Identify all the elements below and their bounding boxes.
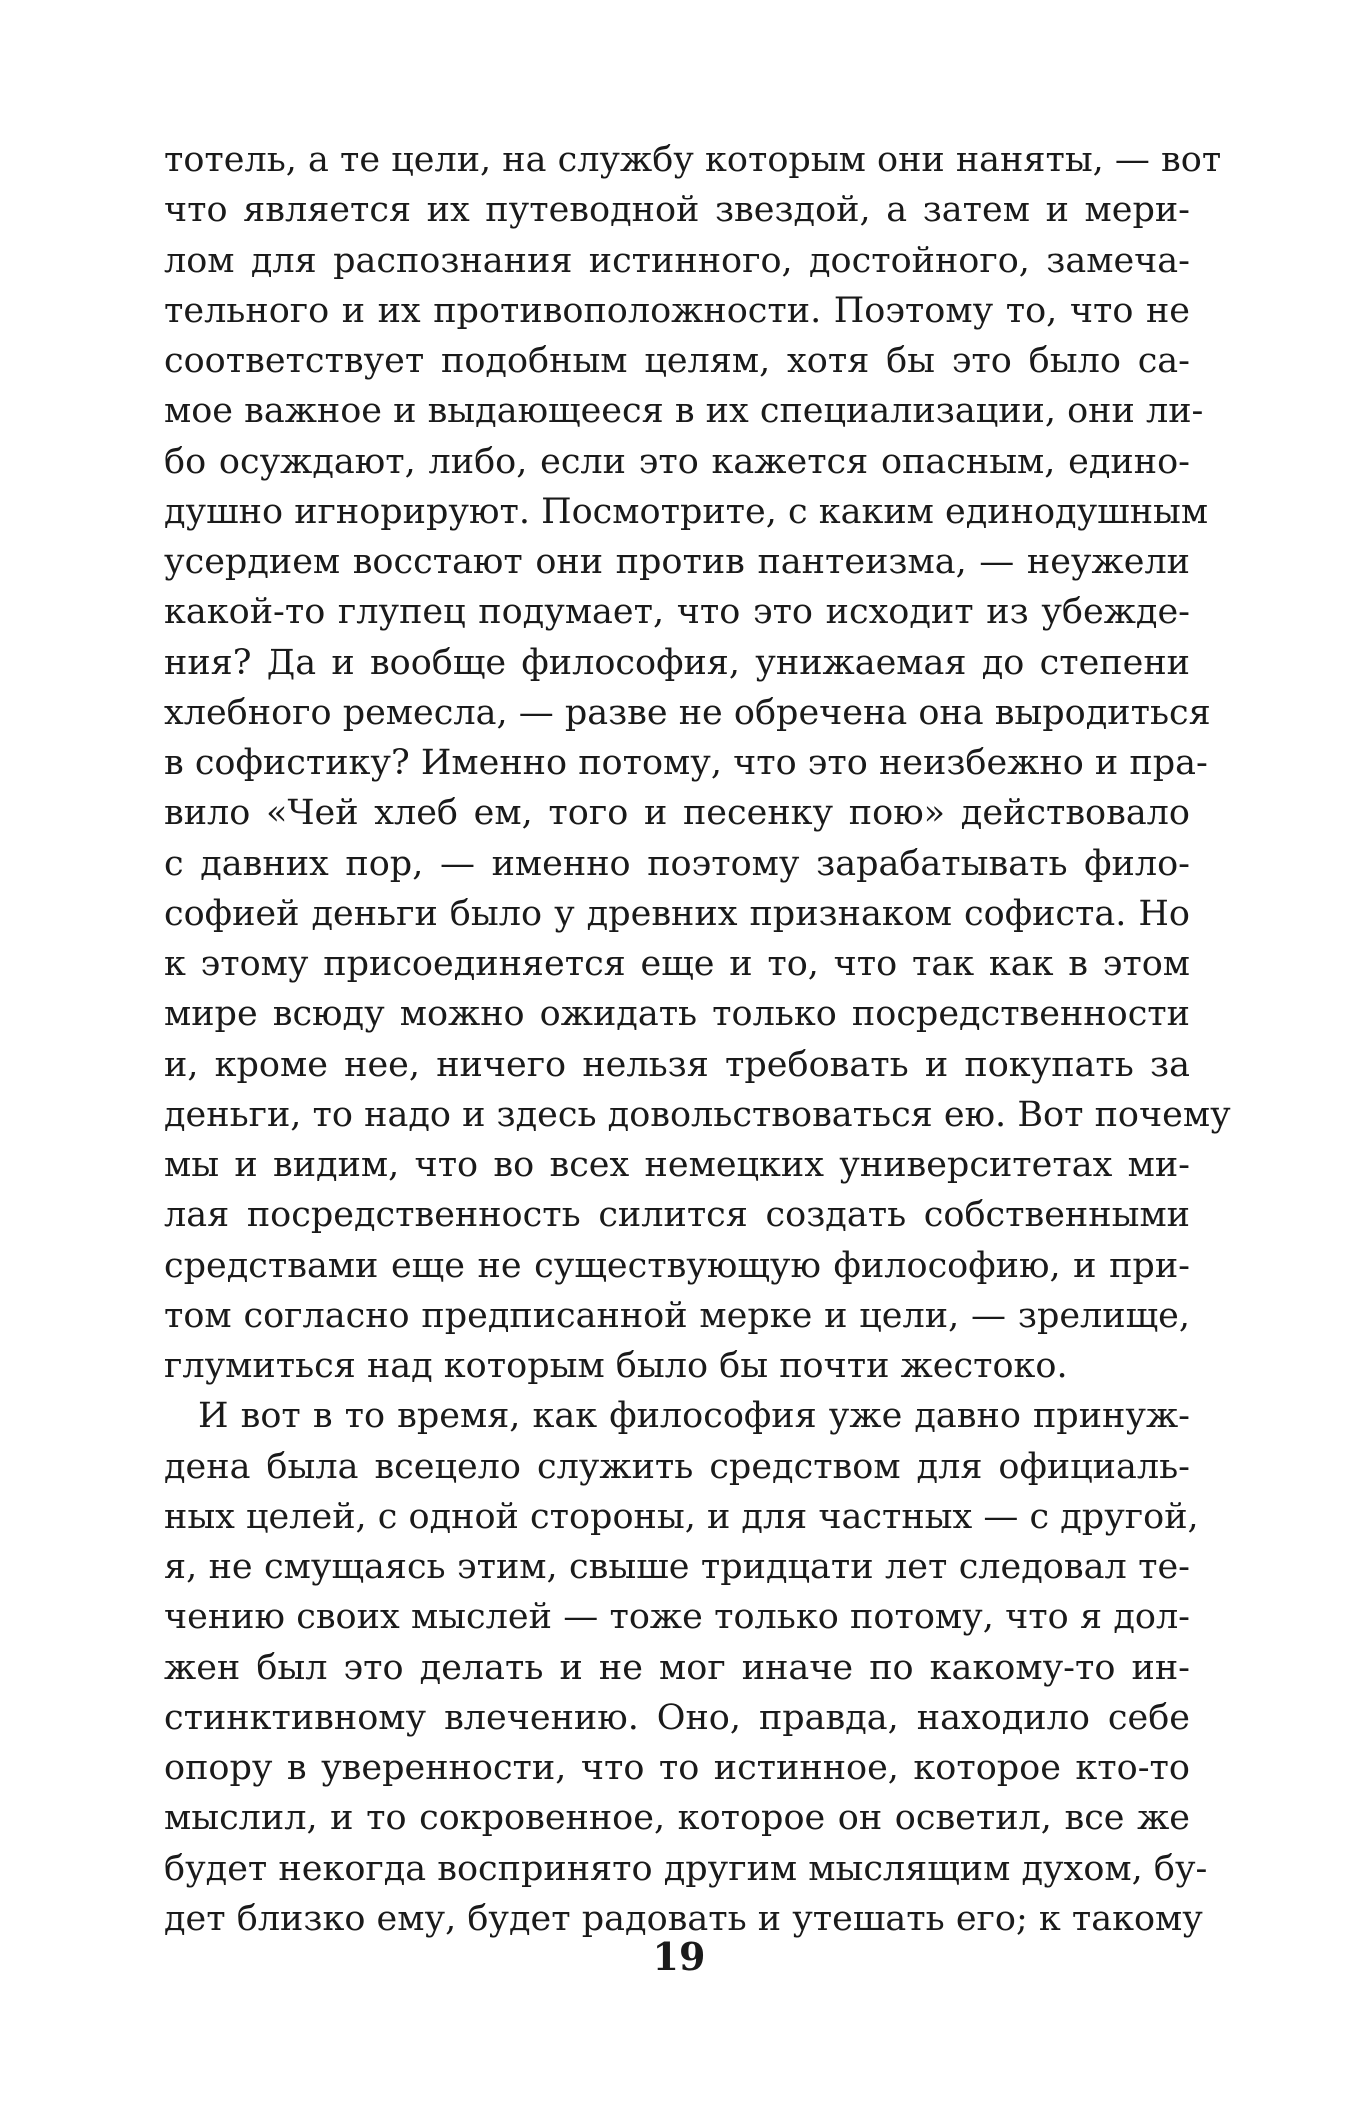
text-line: и, кроме нее, ничего нельзя требовать и покупать за (164, 1044, 1190, 1085)
text-line: к этому присоединяется еще и то, что так как в этом (164, 944, 1190, 984)
text-line: мы и видим, что во всех немецких университетах ми- (164, 1145, 1190, 1185)
text-line: тотель, а те цели, на службу которым они наняты, — вот (164, 140, 1222, 180)
text-line: что является их путеводной звездой, а затем и мери- (164, 190, 1190, 231)
text-line: глумиться над которым было бы почти жестоко. (164, 1346, 1068, 1386)
page-number: 19 (652, 1934, 706, 1979)
text-line: стинктивному влечению. Оно, правда, находило себе (164, 1697, 1190, 1738)
text-line: опору в уверенности, что то истинное, которое кто-то (164, 1748, 1190, 1788)
text-line: жен был это делать и не мог иначе по какому-то ин- (164, 1647, 1190, 1688)
text-line: какой-то глупец подумает, что это исходит из убежде- (164, 592, 1190, 633)
text-line: ния? Да и вообще философия, унижаемая до степени (164, 642, 1190, 683)
text-line: в софистику? Именно потому, что это неизбежно и пра- (164, 743, 1208, 783)
text-line: ных целей, с одной стороны, и для частных — с другой, (164, 1496, 1199, 1537)
text-line: мире всюду можно ожидать только посредственности (164, 994, 1190, 1035)
text-line: вило «Чей хлеб ем, того и песенку пою» действовало (164, 793, 1190, 834)
text-line: лом для распознания истинного, достойного, замеча- (164, 240, 1190, 281)
text-line: тельного и их противоположности. Поэтому то, что не (164, 290, 1190, 331)
text-line: дет близко ему, будет радовать и утешать его; к такому (164, 1898, 1203, 1939)
text-line: средствами еще не существующую философию, и при- (164, 1245, 1190, 1286)
body-text (164, 135, 1231, 1944)
text-line: И вот в то время, как философия уже давно принуж- (198, 1396, 1190, 1437)
text-line: с давних пор, — именно поэтому зарабатывать фило- (164, 843, 1190, 884)
paragraph (164, 1391, 1208, 1944)
text-line: софией деньги было у древних признаком софиста. Но (164, 893, 1190, 934)
text-line: мое важное и выдающееся в их специализации, они ли- (164, 391, 1204, 432)
text-line: деньги, то надо и здесь довольствоваться ею. Вот почему (164, 1094, 1231, 1135)
text-line: мыслил, и то сокровенное, которое он осветил, все же (164, 1798, 1190, 1839)
text-line: соответствует подобным целям, хотя бы это было са- (164, 341, 1190, 381)
text-line: лая посредственность силится создать собственными (164, 1195, 1190, 1236)
text-line: усердием восстают они против пантеизма, — неужели (164, 542, 1190, 582)
text-line: том согласно предписанной мерке и цели, — зрелище, (164, 1295, 1190, 1336)
text-line: чению своих мыслей — тоже только потому, что я дол- (164, 1597, 1190, 1638)
text-line: дена была всецело служить средством для официаль- (164, 1446, 1190, 1487)
text-line: бо осуждают, либо, если это кажется опасным, едино- (164, 441, 1190, 482)
text-line: будет некогда воспринято другим мыслящим духом, бу- (164, 1848, 1208, 1889)
text-line: душно игнорируют. Посмотрите, с каким единодушным (164, 491, 1209, 532)
text-line: я, не смущаясь этим, свыше тридцати лет следовал те- (164, 1547, 1190, 1587)
paragraph (164, 135, 1231, 1391)
text-line: хлебного ремесла, — разве не обречена она выродиться (164, 692, 1211, 733)
